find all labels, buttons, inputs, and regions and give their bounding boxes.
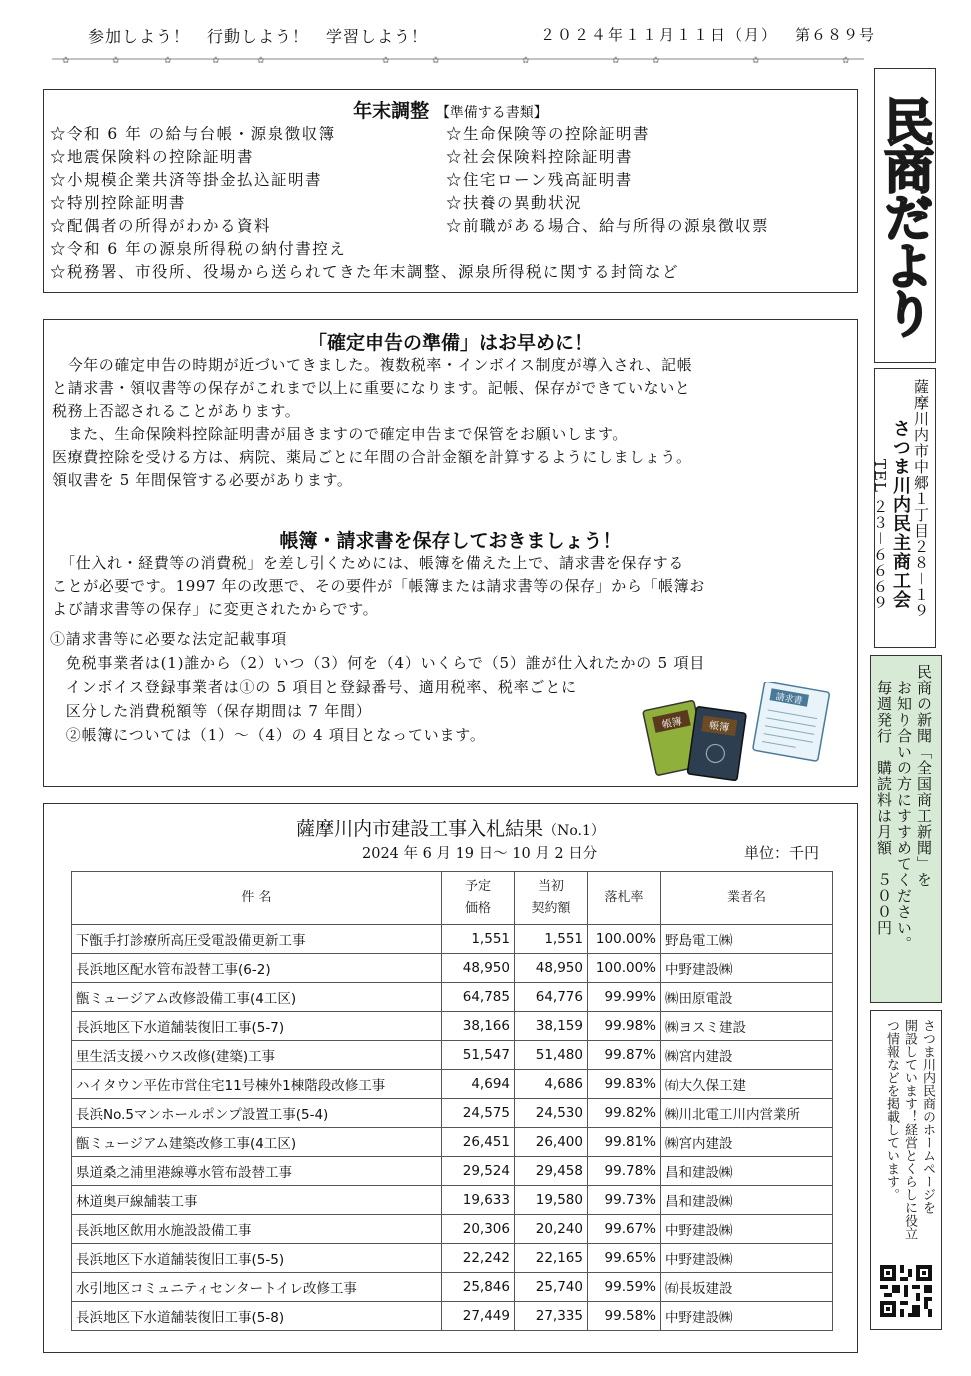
svg-text:✿: ✿: [612, 56, 620, 66]
svg-text:✿: ✿: [522, 56, 530, 66]
year-end-title: 年末調整: [353, 100, 430, 122]
list-item: ☆令和 6 年の源泉所得税の納付書控え: [50, 240, 347, 258]
svg-text:✿: ✿: [382, 56, 390, 66]
newsletter-logo: 民商だより: [876, 96, 934, 336]
table-row: [72, 1244, 833, 1273]
website-text: 開設しています！経営とくらしに役立: [902, 1019, 917, 1240]
cell-company: ㈱宮内建設: [661, 1128, 833, 1157]
list-item: ☆前職がある場合、給与所得の源泉徴収票: [446, 217, 770, 235]
cell-contract: 4,686: [515, 1070, 588, 1099]
cell-rate: 100.00%: [588, 954, 661, 983]
svg-text:✿: ✿: [112, 56, 120, 66]
paragraph-line: よび請求書等の保存」に変更されたからです。: [52, 600, 379, 618]
cell-price: 20,306: [442, 1215, 515, 1244]
header-rate: 落札率: [588, 872, 661, 925]
book-label: 帳簿: [661, 716, 683, 732]
newspaper-promo-box: [870, 655, 942, 1003]
cell-price: 1,551: [442, 925, 515, 954]
header-slogan: 参加しよう！ 行動しよう！ 学習しよう！: [88, 27, 429, 46]
table-row: [72, 954, 833, 983]
issue-date: ２０２４年１１月１１日（月）: [540, 26, 779, 44]
bid-title-row: [44, 814, 857, 841]
website-promo-box: [870, 1010, 942, 1330]
cell-contract: 38,159: [515, 1012, 588, 1041]
org-phone: TEL ２３－６６６９: [871, 459, 889, 611]
paragraph-line: ことが必要です。1997 年の改悪で、その要件が「帳簿または請求書等の保存」から「帳簿お: [52, 577, 705, 595]
cell-contract: 22,165: [515, 1244, 588, 1273]
table-row: [72, 925, 833, 954]
cell-price: 19,633: [442, 1186, 515, 1215]
cell-rate: 99.83%: [588, 1070, 661, 1099]
cell-rate: 99.99%: [588, 983, 661, 1012]
table-row: [72, 1128, 833, 1157]
list-item: 免税事業者は(1)誰から（2）いつ（3）何を（4）いくらで（5）誰が仕入れたかの 5 項目: [50, 654, 706, 672]
cell-name: 甑ミュージアム建築改修工事(4工区): [72, 1128, 442, 1157]
cell-company: ㈲大久保工建: [661, 1070, 833, 1099]
cell-company: ㈲長坂建設: [661, 1273, 833, 1302]
cell-name: 甑ミュージアム改修設備工事(4工区): [72, 983, 442, 1012]
table-row: [72, 1070, 833, 1099]
header-contract: 当初 契約額: [515, 872, 588, 925]
cell-name: 長浜No.5マンホールポンプ設置工事(5-4): [72, 1099, 442, 1128]
table-row: [72, 1012, 833, 1041]
year-end-subtitle: 【準備する書類】: [435, 105, 548, 121]
paragraph-line: 領収書を 5 年間保管する必要があります。: [52, 471, 353, 489]
list-item: ☆税務署、市役所、役場から送られてきた年末調整、源泉所得税に関する封筒など: [50, 263, 680, 281]
books-invoices-body: [52, 552, 847, 621]
bid-period: 2024 年 6 月 19 日～ 10 月 2 日分: [362, 846, 598, 862]
cell-contract: 19,580: [515, 1186, 588, 1215]
website-text: さつま川内民商のホームページを: [920, 1019, 935, 1214]
svg-text:✿: ✿: [842, 56, 850, 66]
cell-price: 27,449: [442, 1302, 515, 1331]
cell-name: ハイタウン平佐市営住宅11号棟外1棟階段改修工事: [72, 1070, 442, 1099]
cell-name: 長浜地区下水道舗装復旧工事(5-5): [72, 1244, 442, 1273]
cell-name: 下甑手打診療所高圧受電設備更新工事: [72, 925, 442, 954]
cell-contract: 27,335: [515, 1302, 588, 1331]
list-item: ☆特別控除証明書: [50, 194, 187, 212]
bid-unit: 単位：千円: [744, 844, 820, 862]
cell-contract: 48,950: [515, 954, 588, 983]
cell-rate: 99.65%: [588, 1244, 661, 1273]
cell-name: 長浜地区下水道舗装復旧工事(5-7): [72, 1012, 442, 1041]
list-item: 区分した消費税額等（保存期間は 7 年間）: [50, 702, 372, 720]
list-item: ☆扶養の異動状況: [446, 194, 583, 212]
invoice-label: 請求書: [774, 692, 804, 707]
svg-text:✿: ✿: [257, 56, 265, 66]
cell-contract: 24,530: [515, 1099, 588, 1128]
cell-company: 中野建設㈱: [661, 954, 833, 983]
cell-contract: 26,400: [515, 1128, 588, 1157]
book-label: 帳簿: [708, 720, 730, 735]
cell-contract: 1,551: [515, 925, 588, 954]
year-end-adjustment-box: [43, 89, 858, 293]
list-item: ②帳簿については（1）～（4）の 4 項目となっています。: [50, 726, 486, 744]
cell-rate: 99.58%: [588, 1302, 661, 1331]
cell-contract: 51,480: [515, 1041, 588, 1070]
cell-company: ㈱宮内建設: [661, 1041, 833, 1070]
tax-return-box: [43, 319, 858, 787]
cell-rate: 99.87%: [588, 1041, 661, 1070]
table-header-row: [72, 872, 833, 925]
promo-text: 毎週発行 購読料は月額 ５００円: [875, 680, 893, 936]
bid-results-box: [43, 803, 858, 1353]
cell-name: 長浜地区配水管布設替工事(6-2): [72, 954, 442, 983]
table-row: [72, 983, 833, 1012]
cell-rate: 99.59%: [588, 1273, 661, 1302]
cell-name: 水引地区コミュニティセンタートイレ改修工事: [72, 1273, 442, 1302]
list-item: インボイス登録事業者は①の 5 項目と登録番号、適用税率、税率ごとに: [50, 678, 577, 696]
table-row: [72, 1302, 833, 1331]
paragraph-line: また、生命保険料控除証明書が届きますので確定申告まで保管をお願いします。: [52, 425, 629, 443]
books-invoices-title: 帳簿・請求書を保存しておきましょう！: [279, 530, 622, 552]
header-name: 件 名: [72, 872, 442, 925]
bid-results-table: [71, 871, 833, 1331]
cell-company: 野島電工㈱: [661, 925, 833, 954]
svg-text:✿: ✿: [164, 56, 172, 66]
svg-text:✿: ✿: [432, 56, 440, 66]
cell-rate: 99.81%: [588, 1128, 661, 1157]
table-row: [72, 1099, 833, 1128]
cell-price: 51,547: [442, 1041, 515, 1070]
paragraph-line: 今年の確定申告の時期が近づいてきました。複数税率・インボイス制度が導入され、記帳: [52, 356, 693, 374]
tax-return-title: 「確定申告の準備」はお早めに！: [307, 332, 593, 354]
cell-price: 29,524: [442, 1157, 515, 1186]
cell-rate: 99.73%: [588, 1186, 661, 1215]
table-row: [72, 1157, 833, 1186]
cell-price: 4,694: [442, 1070, 515, 1099]
qr-code-icon[interactable]: [880, 1265, 932, 1317]
newsletter-logo-box: [874, 68, 936, 363]
list-item: ①請求書等に必要な法定記載事項: [50, 630, 288, 648]
cell-rate: 100.00%: [588, 925, 661, 954]
cell-contract: 25,740: [515, 1273, 588, 1302]
table-row: [72, 1215, 833, 1244]
cell-rate: 99.78%: [588, 1157, 661, 1186]
cell-company: 中野建設㈱: [661, 1244, 833, 1273]
list-item: ☆住宅ローン残高証明書: [446, 171, 633, 189]
svg-text:✿: ✿: [652, 56, 660, 66]
cell-price: 38,166: [442, 1012, 515, 1041]
year-end-title-row: [44, 96, 857, 123]
cell-company: ㈱川北電工川内営業所: [661, 1099, 833, 1128]
cell-name: 県道桑之浦里港線導水管布設替工事: [72, 1157, 442, 1186]
header-company: 業者名: [661, 872, 833, 925]
address-box: [871, 368, 936, 648]
cell-company: ㈱田原電設: [661, 983, 833, 1012]
list-item: ☆小規模企業共済等掛金払込証明書: [50, 171, 323, 189]
paragraph-line: 税務上否認されることがあります。: [52, 402, 301, 420]
cell-company: 中野建設㈱: [661, 1302, 833, 1331]
website-text: つ情報などを掲載しています。: [884, 1019, 899, 1201]
bid-title-number: （No.1）: [543, 823, 605, 839]
list-item: ☆地震保険料の控除証明書: [50, 148, 255, 166]
header-divider: [52, 52, 864, 66]
cell-contract: 64,776: [515, 983, 588, 1012]
cell-rate: 99.82%: [588, 1099, 661, 1128]
books-invoice-illustration: [640, 682, 840, 782]
cell-rate: 99.98%: [588, 1012, 661, 1041]
table-row: [72, 1041, 833, 1070]
cell-company: 昌和建設㈱: [661, 1157, 833, 1186]
cell-rate: 99.67%: [588, 1215, 661, 1244]
cell-contract: 29,458: [515, 1157, 588, 1186]
cell-price: 22,242: [442, 1244, 515, 1273]
org-name: さつま川内民主商工会: [890, 419, 911, 609]
cell-price: 48,950: [442, 954, 515, 983]
list-item: ☆令和 6 年 の給与台帳・源泉徴収簿: [50, 125, 336, 143]
paragraph-line: 医療費控除を受ける方は、病院、薬局ごとに年間の合計金額を計算するようにしましょう。: [52, 448, 692, 466]
svg-text:✿: ✿: [62, 56, 70, 66]
promo-text: 民商の新聞「全国商工新聞」を: [915, 664, 933, 888]
cell-name: 長浜地区飲用水施設設備工事: [72, 1215, 442, 1244]
cell-price: 64,785: [442, 983, 515, 1012]
paragraph-line: 「仕入れ・経費等の消費税」を差し引くためには、帳簿を備えた上で、請求書を保存する: [52, 554, 684, 572]
cell-price: 24,575: [442, 1099, 515, 1128]
cell-name: 長浜地区下水道舗装復旧工事(5-8): [72, 1302, 442, 1331]
paragraph-line: と請求書・領収書等の保存がこれまで以上に重要になります。記帳、保存ができていないと: [52, 379, 691, 397]
cell-price: 26,451: [442, 1128, 515, 1157]
bid-title: 薩摩川内市建設工事入札結果: [296, 818, 544, 840]
org-address: 薩摩川内市中郷１丁目２８－１９: [912, 379, 930, 620]
list-item: ☆生命保険等の控除証明書: [446, 125, 651, 143]
list-item: ☆配偶者の所得がわかる資料: [50, 217, 272, 235]
svg-text:✿: ✿: [752, 56, 760, 66]
cell-name: 林道奥戸線舗装工事: [72, 1186, 442, 1215]
cell-company: 中野建設㈱: [661, 1215, 833, 1244]
svg-text:✿: ✿: [212, 56, 220, 66]
cell-price: 25,846: [442, 1273, 515, 1302]
issue-number: 第６８９号: [795, 26, 876, 44]
promo-text: お知り合いの方にすすめてください。: [895, 680, 913, 952]
table-row: [72, 1273, 833, 1302]
cell-company: ㈱ヨスミ建設: [661, 1012, 833, 1041]
list-item: ☆社会保険料控除証明書: [446, 148, 634, 166]
header-price: 予定 価格: [442, 872, 515, 925]
cell-company: 昌和建設㈱: [661, 1186, 833, 1215]
cell-name: 里生活支援ハウス改修(建築)工事: [72, 1041, 442, 1070]
cell-contract: 20,240: [515, 1215, 588, 1244]
table-row: [72, 1186, 833, 1215]
tax-return-body: [52, 354, 847, 492]
